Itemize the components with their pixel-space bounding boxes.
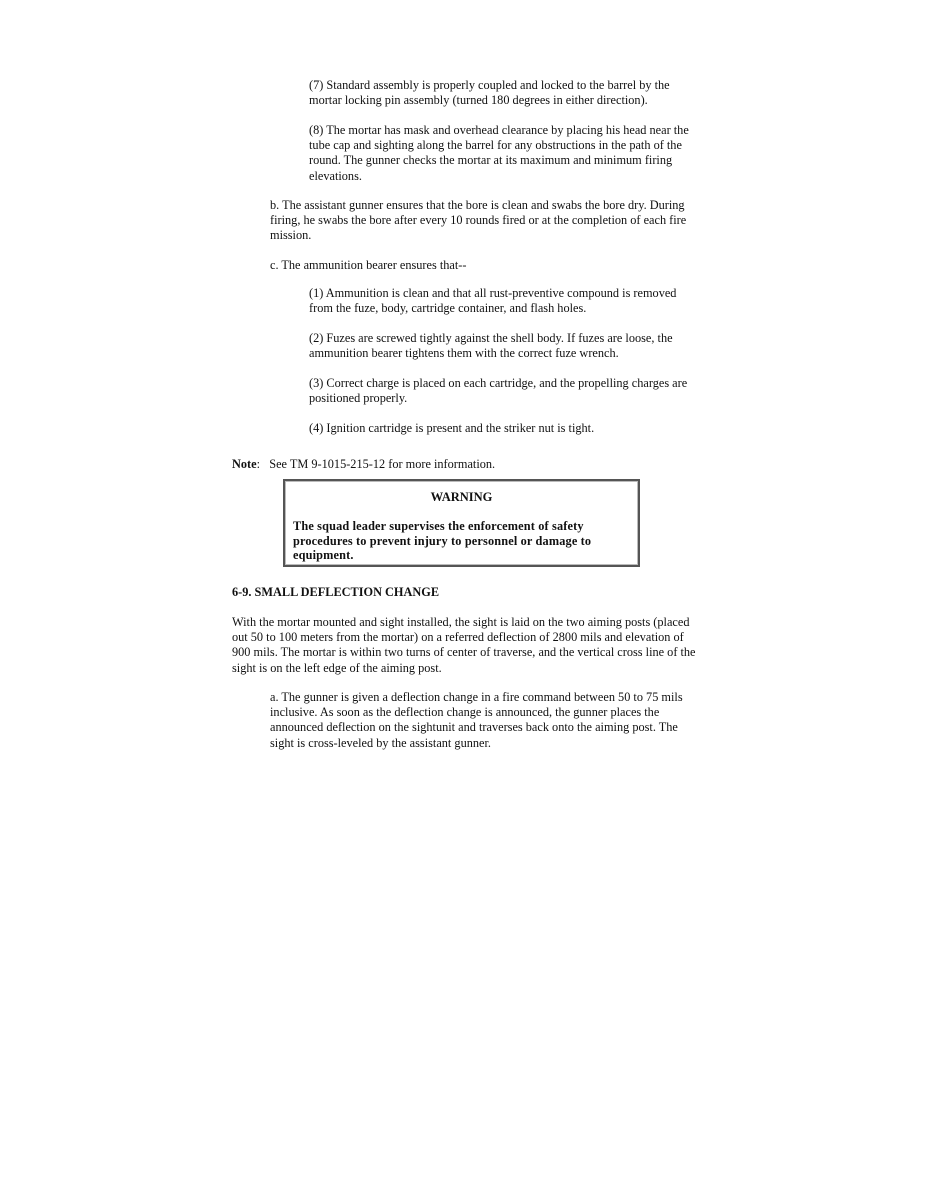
paragraph-c-4: (4) Ignition cartridge is present and the striker nut is tight. bbox=[309, 421, 595, 435]
paragraph-a: a. The gunner is given a deflection change in a fire command between 50 to 75 mils inclusive. As soon as the deflection change is announced, the gunner places the announced deflection on the sightunit and traverses back onto the aiming post. The sight is cross-leveled by the assistant gunner. bbox=[270, 690, 683, 750]
paragraph-c-3: (3) Correct charge is placed on each cartridge, and the propelling charges are positioned properly. bbox=[309, 376, 688, 406]
paragraph-c: c. The ammunition bearer ensures that-- bbox=[270, 258, 467, 272]
note-separator: : bbox=[256, 457, 261, 471]
warning-title: WARNING bbox=[430, 490, 493, 504]
paragraph-item-8: (8) The mortar has mask and overhead clearance by placing his head near the tube cap and sighting along the barrel for any obstructions in the path of the round. The gunner checks the mortar at its maximum and minimum firing elevations. bbox=[309, 123, 689, 183]
paragraph-c-1: (1) Ammunition is clean and that all rust-preventive compound is removed from the fuze, body, cartridge container, and flash holes. bbox=[309, 286, 677, 316]
note-text: See TM 9-1015-215-12 for more information. bbox=[269, 457, 496, 471]
paragraph-c-2: (2) Fuzes are screwed tightly against the shell body. If fuzes are loose, the ammunition bearer tightens them with the correct fuze wrench. bbox=[309, 331, 673, 361]
paragraph-item-7: (7) Standard assembly is properly coupled and locked to the barrel by the mortar locking pin assembly (turned 180 degrees in either direction). bbox=[309, 78, 670, 108]
section-heading: 6-9. SMALL DEFLECTION CHANGE bbox=[232, 585, 440, 599]
paragraph-b: b. The assistant gunner ensures that the bore is clean and swabs the bore dry. During firing, he swabs the bore after every 10 rounds fired or at the completion of each fire mission. bbox=[270, 198, 687, 243]
note-line bbox=[232, 457, 698, 472]
warning-box bbox=[283, 479, 640, 567]
note-label: Note bbox=[232, 457, 257, 471]
warning-text: The squad leader supervises the enforcement of safety procedures to prevent injury to personnel or damage to equipment. bbox=[293, 519, 592, 562]
section-intro-paragraph: With the mortar mounted and sight installed, the sight is laid on the two aiming posts (placed out 50 to 100 meters from the mortar) on a referred deflection of 2800 mils and elevation of 900 mils. The mortar is within two turns of center of traverse, and the vertical cross line of the sight is on the left edge of the aiming post. bbox=[232, 615, 696, 675]
